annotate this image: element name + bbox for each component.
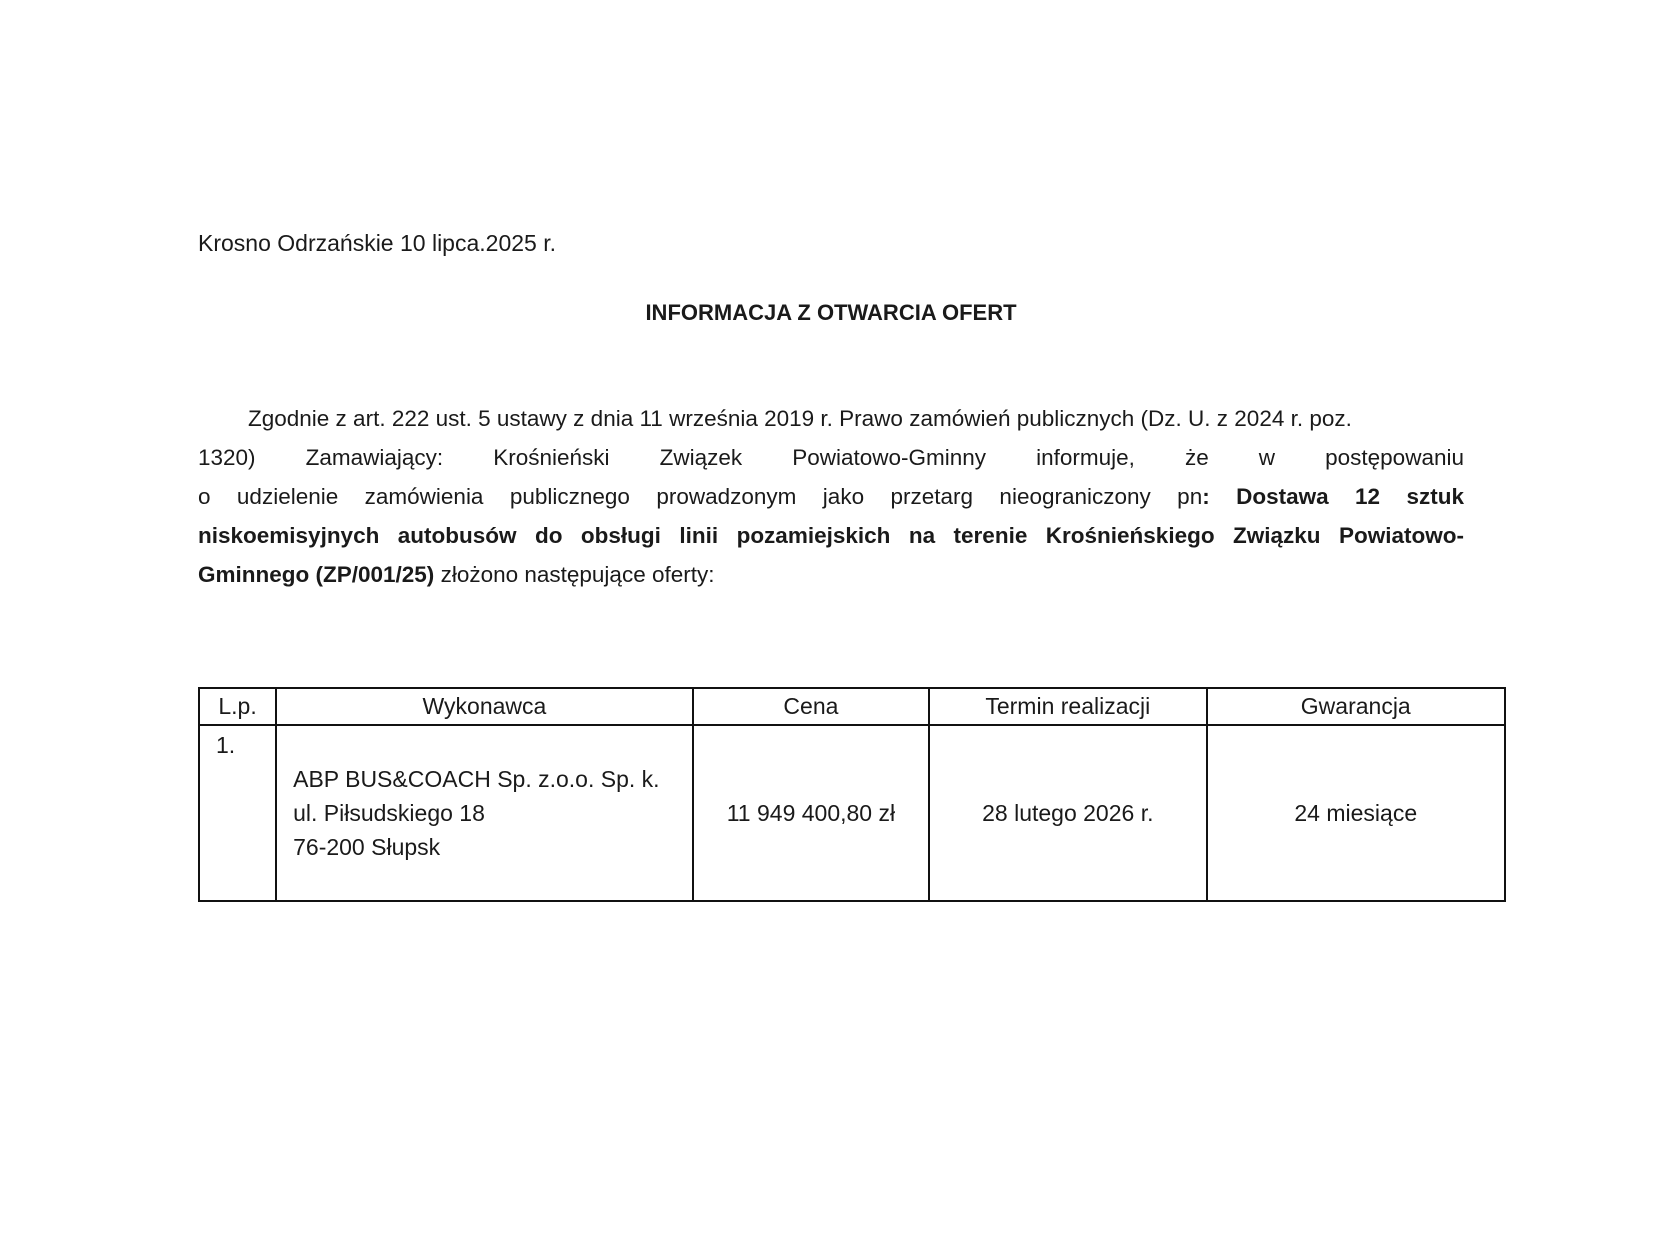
contractor-street: ul. Piłsudskiego 18 (293, 800, 485, 826)
contractor-name: ABP BUS&COACH Sp. z.o.o. Sp. k. (293, 766, 660, 792)
header-deadline: Termin realizacji (929, 688, 1206, 725)
body-line-3-regular: o udzielenie zamówienia publicznego prowadzonym jako przetarg nieograniczony pn (198, 484, 1203, 509)
body-line-2: 1320) Zamawiający: Krośnieński Związek Powiatowo-Gminny informuje, że w postępowaniu (198, 445, 1464, 470)
cell-price: 11 949 400,80 zł (693, 725, 929, 901)
body-line-5-bold: Gminnego (ZP/001/25) (198, 562, 435, 587)
body-line-4: niskoemisyjnych autobusów do obsługi linii pozamiejskich na terenie Krośnieńskiego Związku Powiatowo- (198, 523, 1464, 548)
table-row (199, 725, 1505, 901)
header-lp: L.p. (199, 688, 276, 725)
place-date: Krosno Odrzańskie 10 lipca.2025 r. (198, 230, 556, 256)
body-line-3-bold: : Dostawa 12 sztuk (1202, 484, 1464, 509)
body-line-1: Zgodnie z art. 222 ust. 5 ustawy z dnia 11 września 2019 r. Prawo zamówień publicznych (Dz. U. z 2024 r. poz. (248, 406, 1352, 431)
offers-table (198, 687, 1506, 902)
contractor-city: 76-200 Słupsk (293, 834, 441, 860)
table-header-row (199, 688, 1505, 725)
body-line-3 (198, 477, 1464, 516)
body-paragraph (198, 399, 1464, 594)
header-contractor: Wykonawca (276, 688, 693, 725)
cell-deadline: 28 lutego 2026 r. (929, 725, 1206, 901)
body-line-5 (198, 555, 1464, 594)
header-warranty: Gwarancja (1207, 688, 1505, 725)
document-title: INFORMACJA Z OTWARCIA OFERT (645, 300, 1017, 325)
cell-warranty: 24 miesiące (1207, 725, 1505, 901)
body-line-5-regular: złożono następujące oferty: (434, 562, 715, 587)
cell-lp: 1. (199, 725, 276, 901)
header-price: Cena (693, 688, 929, 725)
cell-contractor (276, 725, 693, 901)
